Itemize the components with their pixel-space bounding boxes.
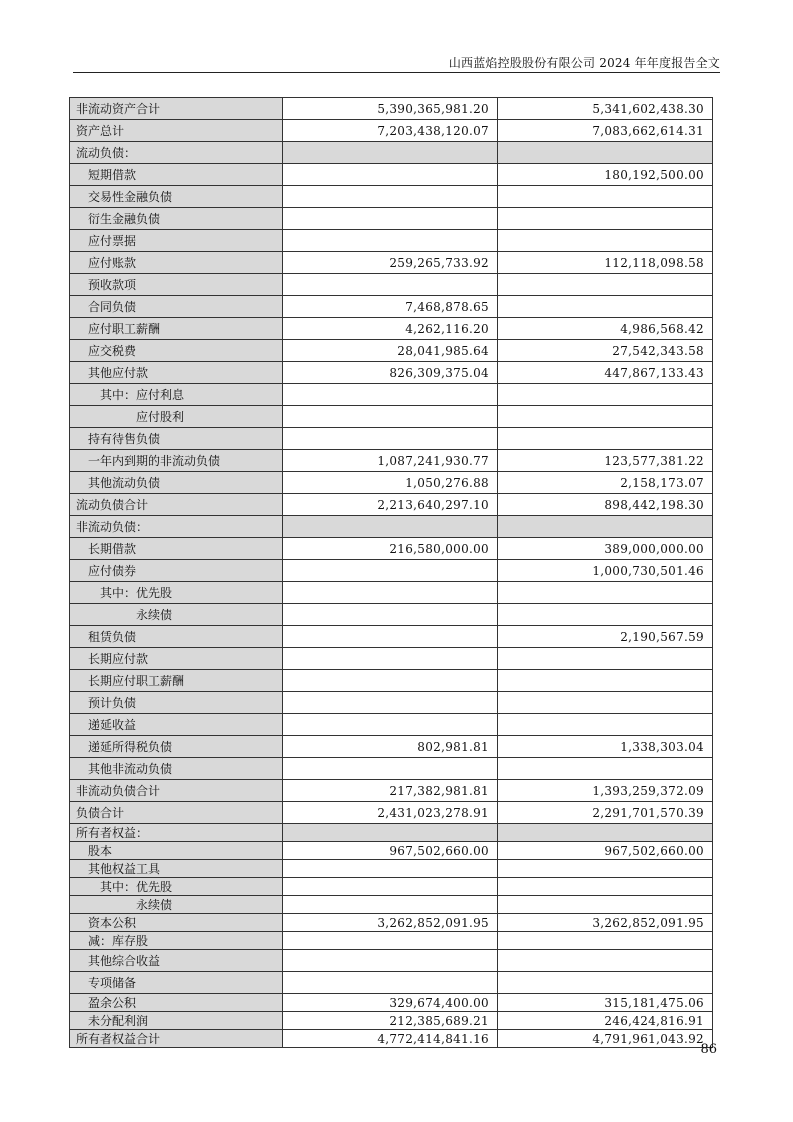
prior-period-value <box>498 428 713 450</box>
row-label: 应付票据 <box>70 230 283 252</box>
prior-period-value: 389,000,000.00 <box>498 538 713 560</box>
prior-period-value: 1,338,303.04 <box>498 736 713 758</box>
table-row <box>70 648 713 670</box>
current-period-value: 1,050,276.88 <box>283 472 498 494</box>
row-label: 减：库存股 <box>70 932 283 950</box>
report-header-title: 山西蓝焰控股股份有限公司 2024 年年度报告全文 <box>448 56 720 70</box>
row-label: 其中：优先股 <box>70 878 283 896</box>
table-row <box>70 670 713 692</box>
prior-period-value <box>498 582 713 604</box>
table-row <box>70 736 713 758</box>
row-label: 非流动负债： <box>70 516 283 538</box>
row-label: 专项储备 <box>70 972 283 994</box>
table-row <box>70 842 713 860</box>
current-period-value <box>283 406 498 428</box>
table-row <box>70 186 713 208</box>
prior-period-value: 112,118,098.58 <box>498 252 713 274</box>
header-divider <box>73 72 720 73</box>
current-period-value <box>283 758 498 780</box>
row-label: 短期借款 <box>70 164 283 186</box>
current-period-value: 329,674,400.00 <box>283 994 498 1012</box>
row-label: 永续债 <box>70 604 283 626</box>
table-row <box>70 538 713 560</box>
table-row <box>70 972 713 994</box>
row-label: 其他非流动负债 <box>70 758 283 780</box>
current-period-value: 4,772,414,841.16 <box>283 1030 498 1048</box>
row-label: 租赁负债 <box>70 626 283 648</box>
prior-period-value <box>498 142 713 164</box>
row-label: 一年内到期的非流动负债 <box>70 450 283 472</box>
prior-period-value <box>498 384 713 406</box>
table-row <box>70 896 713 914</box>
current-period-value <box>283 860 498 878</box>
row-label: 应付职工薪酬 <box>70 318 283 340</box>
current-period-value <box>283 274 498 296</box>
table-row <box>70 428 713 450</box>
row-label: 预计负债 <box>70 692 283 714</box>
table-row <box>70 384 713 406</box>
current-period-value <box>283 186 498 208</box>
current-period-value <box>283 208 498 230</box>
prior-period-value: 2,158,173.07 <box>498 472 713 494</box>
current-period-value <box>283 972 498 994</box>
row-label: 资本公积 <box>70 914 283 932</box>
current-period-value <box>283 692 498 714</box>
prior-period-value <box>498 274 713 296</box>
current-period-value <box>283 626 498 648</box>
prior-period-value <box>498 932 713 950</box>
table-row <box>70 758 713 780</box>
row-label: 负债合计 <box>70 802 283 824</box>
prior-period-value: 2,190,567.59 <box>498 626 713 648</box>
current-period-value <box>283 582 498 604</box>
current-period-value <box>283 932 498 950</box>
table-row <box>70 994 713 1012</box>
table-row <box>70 714 713 736</box>
prior-period-value: 315,181,475.06 <box>498 994 713 1012</box>
current-period-value: 7,468,878.65 <box>283 296 498 318</box>
current-period-value: 217,382,981.81 <box>283 780 498 802</box>
prior-period-value: 246,424,816.91 <box>498 1012 713 1030</box>
current-period-value: 7,203,438,120.07 <box>283 120 498 142</box>
current-period-value: 826,309,375.04 <box>283 362 498 384</box>
prior-period-value <box>498 670 713 692</box>
current-period-value: 212,385,689.21 <box>283 1012 498 1030</box>
table-row <box>70 582 713 604</box>
prior-period-value: 180,192,500.00 <box>498 164 713 186</box>
table-row <box>70 164 713 186</box>
prior-period-value: 967,502,660.00 <box>498 842 713 860</box>
table-row <box>70 914 713 932</box>
prior-period-value: 1,000,730,501.46 <box>498 560 713 582</box>
row-label: 递延收益 <box>70 714 283 736</box>
row-label: 永续债 <box>70 896 283 914</box>
prior-period-value <box>498 516 713 538</box>
table-row <box>70 932 713 950</box>
prior-period-value: 4,986,568.42 <box>498 318 713 340</box>
current-period-value <box>283 384 498 406</box>
table-row <box>70 318 713 340</box>
row-label: 持有待售负债 <box>70 428 283 450</box>
table-row <box>70 252 713 274</box>
table-row <box>70 142 713 164</box>
prior-period-value <box>498 972 713 994</box>
prior-period-value <box>498 208 713 230</box>
row-label: 流动负债： <box>70 142 283 164</box>
table-row <box>70 516 713 538</box>
prior-period-value: 898,442,198.30 <box>498 494 713 516</box>
prior-period-value <box>498 406 713 428</box>
row-label: 其他流动负债 <box>70 472 283 494</box>
current-period-value: 259,265,733.92 <box>283 252 498 274</box>
row-label: 应付债券 <box>70 560 283 582</box>
prior-period-value: 1,393,259,372.09 <box>498 780 713 802</box>
row-label: 应付股利 <box>70 406 283 428</box>
row-label: 其他应付款 <box>70 362 283 384</box>
table-row <box>70 604 713 626</box>
table-row <box>70 860 713 878</box>
prior-period-value: 7,083,662,614.31 <box>498 120 713 142</box>
table-row <box>70 560 713 582</box>
current-period-value <box>283 560 498 582</box>
row-label: 长期应付职工薪酬 <box>70 670 283 692</box>
table-row <box>70 450 713 472</box>
current-period-value: 967,502,660.00 <box>283 842 498 860</box>
balance-sheet-body <box>70 98 713 1048</box>
prior-period-value <box>498 950 713 972</box>
row-label: 应付账款 <box>70 252 283 274</box>
current-period-value <box>283 878 498 896</box>
prior-period-value: 447,867,133.43 <box>498 362 713 384</box>
table-row <box>70 98 713 120</box>
current-period-value: 216,580,000.00 <box>283 538 498 560</box>
table-row <box>70 230 713 252</box>
current-period-value <box>283 648 498 670</box>
row-label: 交易性金融负债 <box>70 186 283 208</box>
current-period-value: 4,262,116.20 <box>283 318 498 340</box>
prior-period-value <box>498 186 713 208</box>
table-row <box>70 406 713 428</box>
prior-period-value: 4,791,961,043.92 <box>498 1030 713 1048</box>
table-row <box>70 120 713 142</box>
page-number: 86 <box>700 1042 717 1057</box>
row-label: 合同负债 <box>70 296 283 318</box>
current-period-value <box>283 670 498 692</box>
current-period-value <box>283 164 498 186</box>
table-row <box>70 1030 713 1048</box>
current-period-value: 28,041,985.64 <box>283 340 498 362</box>
prior-period-value: 2,291,701,570.39 <box>498 802 713 824</box>
table-row <box>70 780 713 802</box>
prior-period-value <box>498 878 713 896</box>
prior-period-value <box>498 860 713 878</box>
current-period-value <box>283 230 498 252</box>
current-period-value: 802,981.81 <box>283 736 498 758</box>
table-row <box>70 296 713 318</box>
prior-period-value <box>498 896 713 914</box>
prior-period-value <box>498 824 713 842</box>
row-label: 资产总计 <box>70 120 283 142</box>
current-period-value: 5,390,365,981.20 <box>283 98 498 120</box>
row-label: 盈余公积 <box>70 994 283 1012</box>
row-label: 衍生金融负债 <box>70 208 283 230</box>
current-period-value: 1,087,241,930.77 <box>283 450 498 472</box>
row-label: 长期应付款 <box>70 648 283 670</box>
table-row <box>70 692 713 714</box>
row-label: 其他权益工具 <box>70 860 283 878</box>
prior-period-value <box>498 758 713 780</box>
current-period-value: 2,431,023,278.91 <box>283 802 498 824</box>
balance-sheet-table <box>69 97 713 1048</box>
row-label: 未分配利润 <box>70 1012 283 1030</box>
table-row <box>70 950 713 972</box>
row-label: 递延所得税负债 <box>70 736 283 758</box>
prior-period-value: 3,262,852,091.95 <box>498 914 713 932</box>
table-row <box>70 824 713 842</box>
prior-period-value <box>498 692 713 714</box>
row-label: 预收款项 <box>70 274 283 296</box>
prior-period-value <box>498 296 713 318</box>
row-label: 其中：应付利息 <box>70 384 283 406</box>
row-label: 非流动资产合计 <box>70 98 283 120</box>
table-row <box>70 274 713 296</box>
current-period-value: 2,213,640,297.10 <box>283 494 498 516</box>
row-label: 所有者权益合计 <box>70 1030 283 1048</box>
current-period-value <box>283 516 498 538</box>
prior-period-value: 123,577,381.22 <box>498 450 713 472</box>
table-row <box>70 878 713 896</box>
row-label: 其他综合收益 <box>70 950 283 972</box>
prior-period-value: 5,341,602,438.30 <box>498 98 713 120</box>
current-period-value <box>283 896 498 914</box>
prior-period-value <box>498 604 713 626</box>
prior-period-value: 27,542,343.58 <box>498 340 713 362</box>
row-label: 所有者权益： <box>70 824 283 842</box>
table-row <box>70 208 713 230</box>
table-row <box>70 340 713 362</box>
table-row <box>70 362 713 384</box>
table-row <box>70 802 713 824</box>
table-row <box>70 472 713 494</box>
prior-period-value <box>498 648 713 670</box>
row-label: 流动负债合计 <box>70 494 283 516</box>
current-period-value <box>283 428 498 450</box>
row-label: 应交税费 <box>70 340 283 362</box>
prior-period-value <box>498 714 713 736</box>
current-period-value <box>283 604 498 626</box>
prior-period-value <box>498 230 713 252</box>
current-period-value <box>283 142 498 164</box>
table-row <box>70 626 713 648</box>
current-period-value: 3,262,852,091.95 <box>283 914 498 932</box>
row-label: 股本 <box>70 842 283 860</box>
table-row <box>70 494 713 516</box>
current-period-value <box>283 950 498 972</box>
table-row <box>70 1012 713 1030</box>
row-label: 其中：优先股 <box>70 582 283 604</box>
current-period-value <box>283 714 498 736</box>
row-label: 长期借款 <box>70 538 283 560</box>
current-period-value <box>283 824 498 842</box>
row-label: 非流动负债合计 <box>70 780 283 802</box>
